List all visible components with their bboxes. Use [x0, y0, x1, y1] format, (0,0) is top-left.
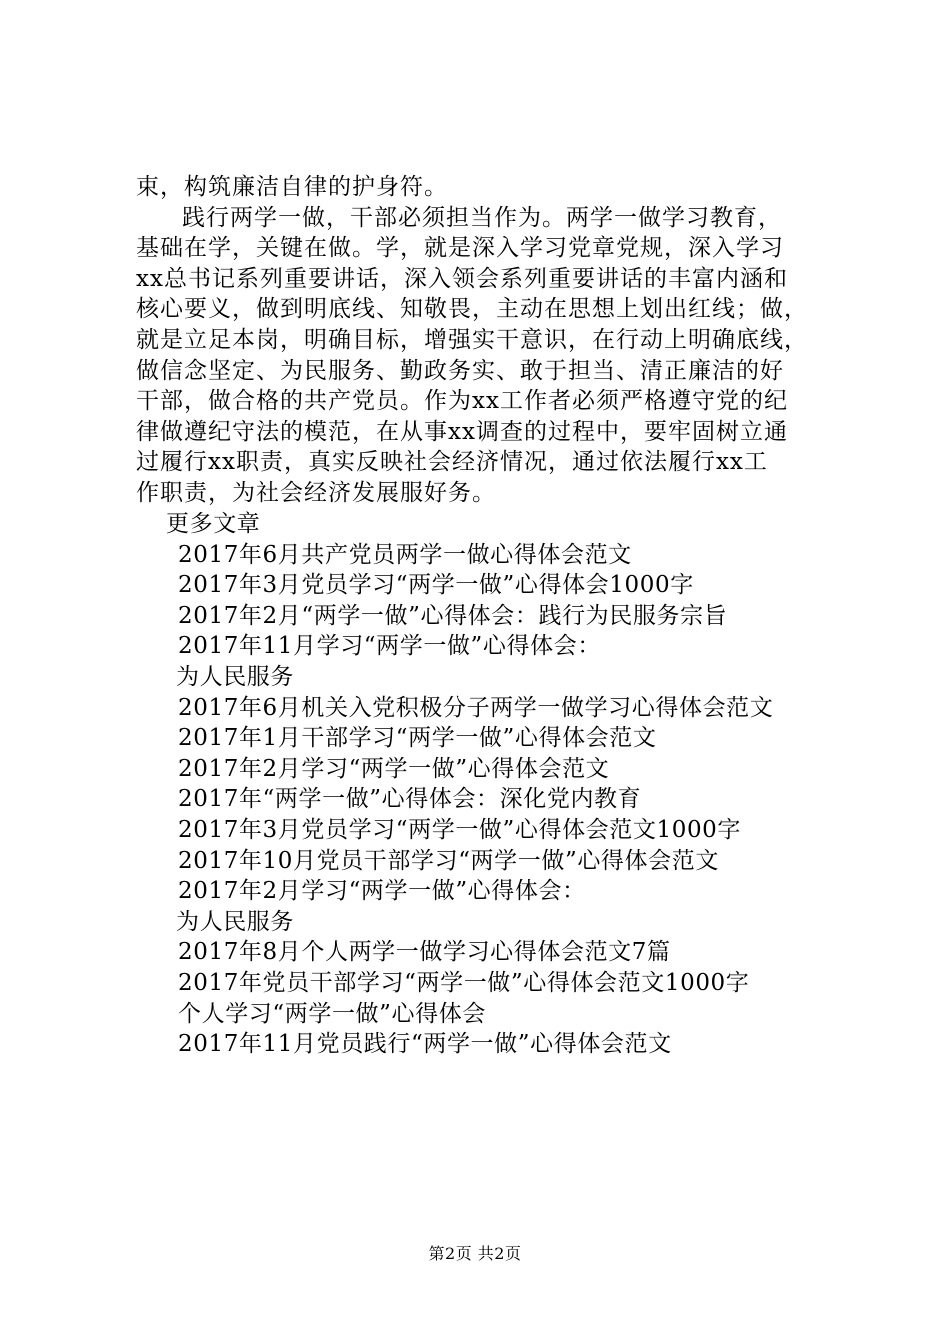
body-line: 践行两学一做，干部必须担当作为。两学一做学习教育，	[182, 204, 782, 231]
body-line: 干部，做合格的共产党员。作为xx工作者必须严格遵守党的纪	[136, 388, 788, 415]
more-articles-heading: 更多文章	[166, 511, 261, 537]
article-link-continued[interactable]: 为人民服务	[176, 663, 294, 690]
more-articles-list	[166, 509, 878, 1060]
article-body	[136, 172, 856, 509]
body-line: 束，构筑廉洁自律的护身符。	[136, 174, 448, 200]
body-line: 就是立足本岗，明确目标，增强实干意识，在行动上明确底线，	[136, 326, 808, 353]
article-link[interactable]: 2017年2月学习“两学一做”心得体会范文	[178, 755, 610, 782]
article-link[interactable]: 2017年3月党员学习“两学一做”心得体会范文1000字	[178, 816, 742, 843]
article-link[interactable]: 2017年2月“两学一做”心得体会：践行为民服务宗旨	[178, 602, 728, 629]
article-link[interactable]: 2017年“两学一做”心得体会：深化党内教育	[178, 786, 642, 813]
article-link[interactable]: 2017年6月机关入党积极分子两学一做学习心得体会范文	[178, 694, 774, 721]
article-link[interactable]: 2017年党员干部学习“两学一做”心得体会范文1000字	[178, 969, 750, 996]
body-line: 核心要义，做到明底线、知敬畏，主动在思想上划出红线；做，	[136, 296, 808, 323]
body-line: 做信念坚定、为民服务、勤政务实、敢于担当、清正廉洁的好	[136, 357, 784, 384]
article-link[interactable]: 2017年11月学习“两学一做”心得体会：	[178, 633, 601, 660]
body-line: 过履行xx职责，真实反映社会经济情况，通过依法履行xx工	[136, 449, 768, 476]
article-link[interactable]: 2017年6月共产党员两学一做心得体会范文	[178, 541, 632, 568]
body-line: 基础在学，关键在做。学，就是深入学习党章党规，深入学习	[136, 235, 784, 262]
article-link[interactable]: 2017年11月党员践行“两学一做”心得体会范文	[178, 1031, 672, 1058]
page-number-footer: 第2页 共2页	[428, 1244, 522, 1263]
article-link[interactable]: 2017年3月党员学习“两学一做”心得体会1000字	[178, 572, 694, 599]
body-line: 作职责，为社会经济发展服好务。	[136, 479, 496, 506]
article-link[interactable]: 2017年2月学习“两学一做”心得体会：	[178, 878, 586, 905]
article-link[interactable]: 2017年10月党员干部学习“两学一做”心得体会范文	[178, 847, 719, 874]
article-link[interactable]: 2017年1月干部学习“两学一做”心得体会范文	[178, 725, 657, 752]
article-link-continued[interactable]: 为人民服务	[176, 908, 294, 935]
body-line: 律做遵纪守法的模范，在从事xx调查的过程中，要牢固树立通	[136, 418, 788, 445]
body-line: xx总书记系列重要讲话，深入领会系列重要讲话的丰富内涵和	[136, 265, 788, 292]
article-link[interactable]: 个人学习“两学一做”心得体会	[178, 1000, 486, 1027]
article-link[interactable]: 2017年8月个人两学一做学习心得体会范文7篇	[178, 939, 671, 966]
